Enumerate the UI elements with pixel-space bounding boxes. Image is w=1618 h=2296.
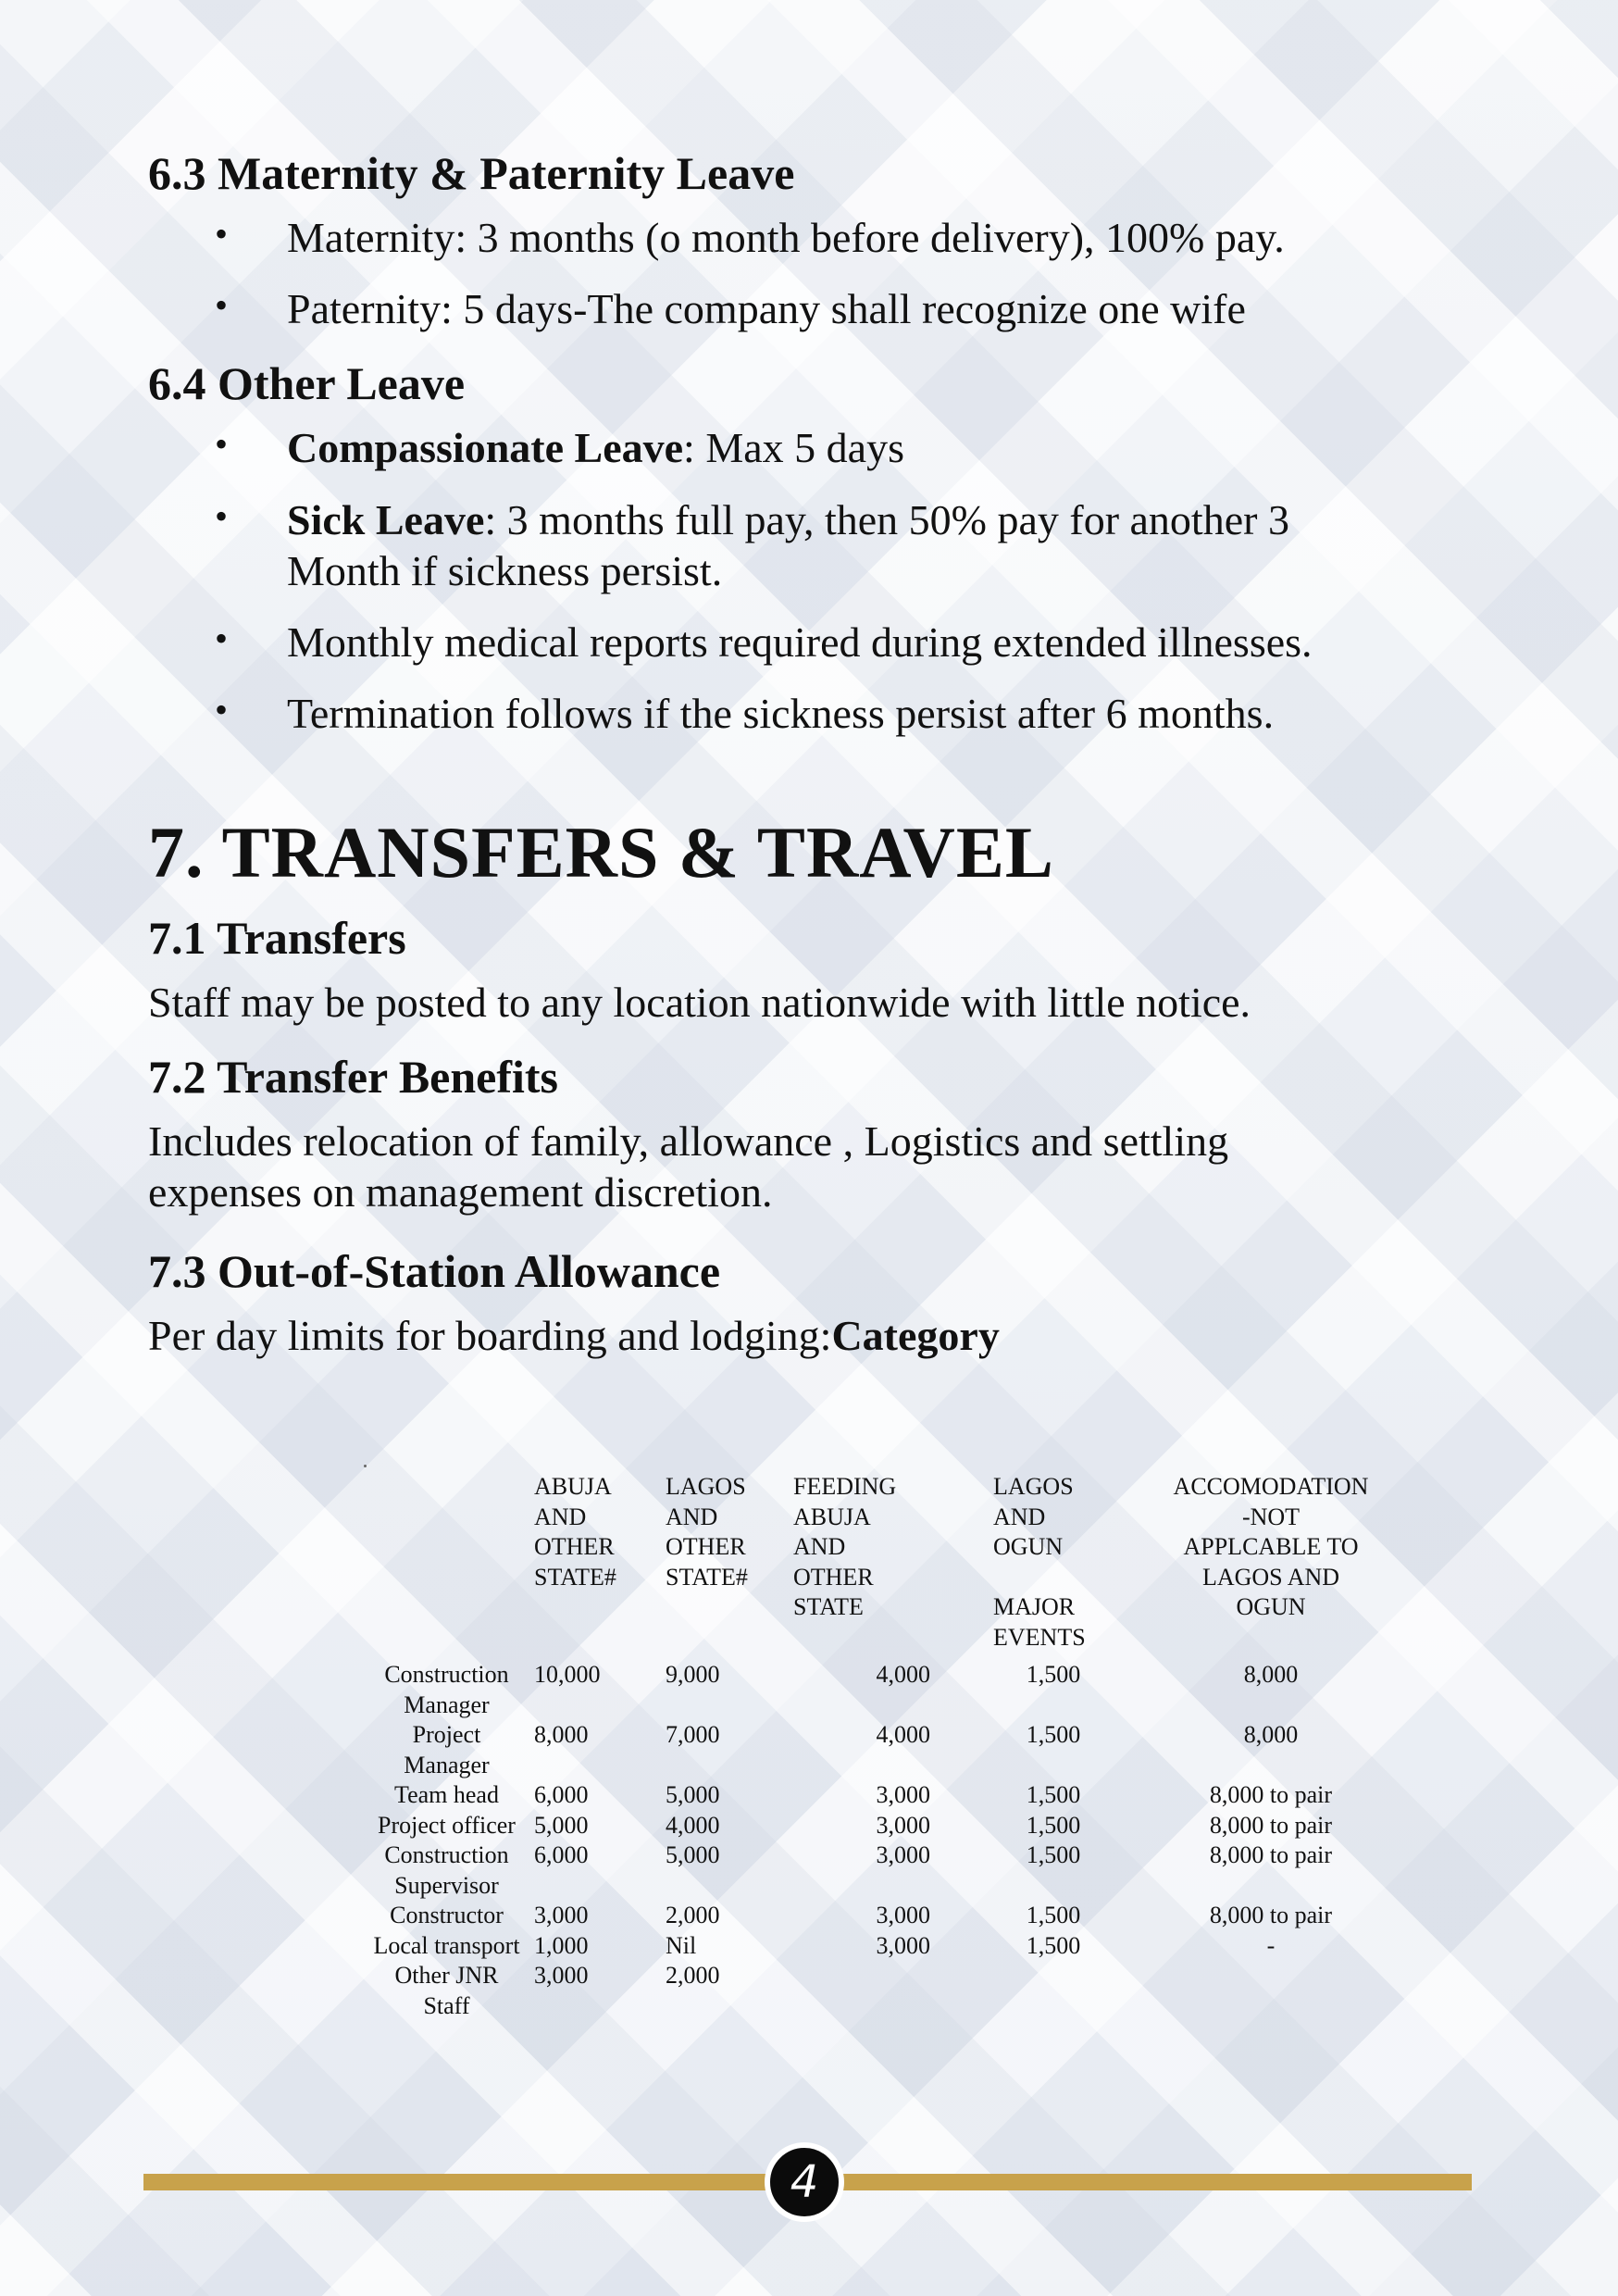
section-6-3-heading: 6.3 Maternity & Paternity Leave: [148, 147, 795, 199]
table-cell: 8,000 to pair: [1209, 1841, 1333, 1868]
table-cell-category: Project Manager: [404, 1721, 490, 1778]
table-cell: 9,000: [666, 1661, 720, 1688]
table-cell: 4,000: [666, 1811, 720, 1839]
table-cell: 8,000 to pair: [1209, 1811, 1333, 1839]
table-header: LAGOS AND OTHER STATE#: [666, 1473, 748, 1591]
table-cell: [1160, 1961, 1382, 2021]
allowance-table: [370, 1472, 1382, 2021]
list-item: [148, 494, 1481, 596]
table-row: [370, 1780, 1382, 1811]
table-cell: 1,500: [1026, 1661, 1081, 1688]
section-7-1-heading: 7.1 Transfers: [148, 912, 406, 965]
table-cell: 8,000 to pair: [1209, 1902, 1333, 1928]
table-row: [370, 1931, 1382, 1962]
section-6-4-heading: 6.4 Other Leave: [148, 357, 466, 410]
list-item: [148, 422, 1481, 473]
table-cell-category: Local transport: [373, 1931, 520, 1959]
table-cell-category: Construction Manager: [384, 1661, 509, 1718]
section-7-3-category: Category: [831, 1311, 1000, 1359]
table-cell-category: Project officer: [378, 1811, 516, 1839]
table-cell: 8,000 to pair: [1209, 1781, 1333, 1808]
sick-leave-text: : 3 months full pay, then 50% pay for another 3 Month if sickness persist.: [287, 495, 1289, 594]
table-cell-category: Team head: [394, 1781, 499, 1808]
sick-leave-label: Sick Leave: [287, 495, 485, 543]
list-item: • Monthly medical reports required during extended illnesses.: [148, 617, 1481, 668]
compassionate-leave-label: Compassionate Leave: [287, 424, 684, 472]
list-item: • Termination follows if the sickness persist after 6 months.: [148, 688, 1481, 739]
table-cell: 6,000: [534, 1841, 589, 1868]
table-cell: [786, 1961, 986, 2021]
table-cell: 4,000: [876, 1721, 930, 1748]
table-header: ACCOMODATION -NOT APPLCABLE TO LAGOS AND OGUN: [1173, 1473, 1369, 1620]
table-cell: 10,000: [534, 1661, 601, 1688]
table-cell-category: Other JNR Staff: [394, 1962, 499, 2019]
page-number-badge: [765, 2142, 844, 2222]
list-item: • Maternity: 3 months (o month before delivery), 100% pay.: [148, 212, 1481, 263]
table-cell: 7,000: [666, 1721, 720, 1748]
table-cell: 8,000: [1243, 1721, 1299, 1748]
list-item: • Paternity: 5 days-The company shall recognize one wife: [148, 283, 1481, 334]
table-cell: 3,000: [534, 1962, 589, 1989]
table-cell: -: [1266, 1931, 1276, 1959]
table-cell: 4,000: [876, 1661, 930, 1688]
table-cell: 3,000: [534, 1902, 589, 1928]
table-header: ABUJA AND OTHER STATE#: [534, 1473, 616, 1591]
page-number: 4: [790, 2156, 819, 2208]
section-7-3-text: [148, 1310, 1481, 1361]
section-7-1-text: Staff may be posted to any location nationwide with little notice.: [148, 979, 1251, 1027]
section-7-heading: 7. TRANSFERS & TRAVEL: [148, 812, 1054, 893]
table-row: [370, 1901, 1382, 1931]
table-header-row: [370, 1472, 1382, 1660]
table-cell: 5,000: [534, 1811, 589, 1839]
table-cell: 8,000: [1243, 1661, 1299, 1688]
table-cell-category: Constructor: [390, 1902, 504, 1928]
table-cell: 2,000: [666, 1962, 720, 1989]
table-row: [370, 1811, 1382, 1841]
section-7-3-heading: 7.3 Out-of-Station Allowance: [148, 1244, 721, 1297]
table-header: LAGOS AND OGUN MAJOR EVENTS: [993, 1473, 1086, 1651]
table-cell: 3,000: [876, 1841, 930, 1868]
section-6-3-list: [148, 212, 1481, 334]
table-cell-category: Construction Supervisor: [384, 1841, 509, 1899]
table-cell: 5,000: [666, 1781, 720, 1808]
table-cell: Nil: [666, 1931, 697, 1959]
table-row: [370, 1961, 1382, 2021]
table-cell: 1,500: [1026, 1931, 1081, 1959]
table-cell: 3,000: [876, 1902, 930, 1928]
section-7-2-heading: 7.2 Transfer Benefits: [148, 1051, 559, 1104]
table-cell: 3,000: [876, 1811, 930, 1839]
table-cell: [986, 1961, 1160, 2021]
table-cell: 1,500: [1026, 1721, 1081, 1748]
table-cell: 8,000: [534, 1721, 589, 1748]
table-cell: 3,000: [876, 1781, 930, 1808]
table-cell: 5,000: [666, 1841, 720, 1868]
table-row: [370, 1660, 1382, 1720]
section-7-2-text: Includes relocation of family, allowance , Logistics and settling expenses on management discretion.: [148, 1117, 1229, 1217]
stray-dot: [364, 1465, 367, 1467]
section-6-4-list: [148, 422, 1481, 739]
table-cell: 6,000: [534, 1781, 589, 1808]
table-cell: 2,000: [666, 1902, 720, 1928]
table-cell: 3,000: [876, 1931, 930, 1959]
table-header-corner: [370, 1472, 523, 1660]
table-cell: 1,500: [1026, 1902, 1081, 1928]
table-cell: 1,500: [1026, 1781, 1081, 1808]
table-row: [370, 1841, 1382, 1901]
section-7-3-lead: Per day limits for boarding and lodging:: [148, 1311, 832, 1359]
table-cell: 1,000: [534, 1931, 589, 1959]
table-cell: 1,500: [1026, 1811, 1081, 1839]
table-row: [370, 1720, 1382, 1780]
page-content: [148, 148, 1481, 1361]
table-header: FEEDING ABUJA AND OTHER STATE: [793, 1473, 897, 1620]
compassionate-leave-text: : Max 5 days: [683, 424, 904, 472]
table-cell: 1,500: [1026, 1841, 1081, 1868]
